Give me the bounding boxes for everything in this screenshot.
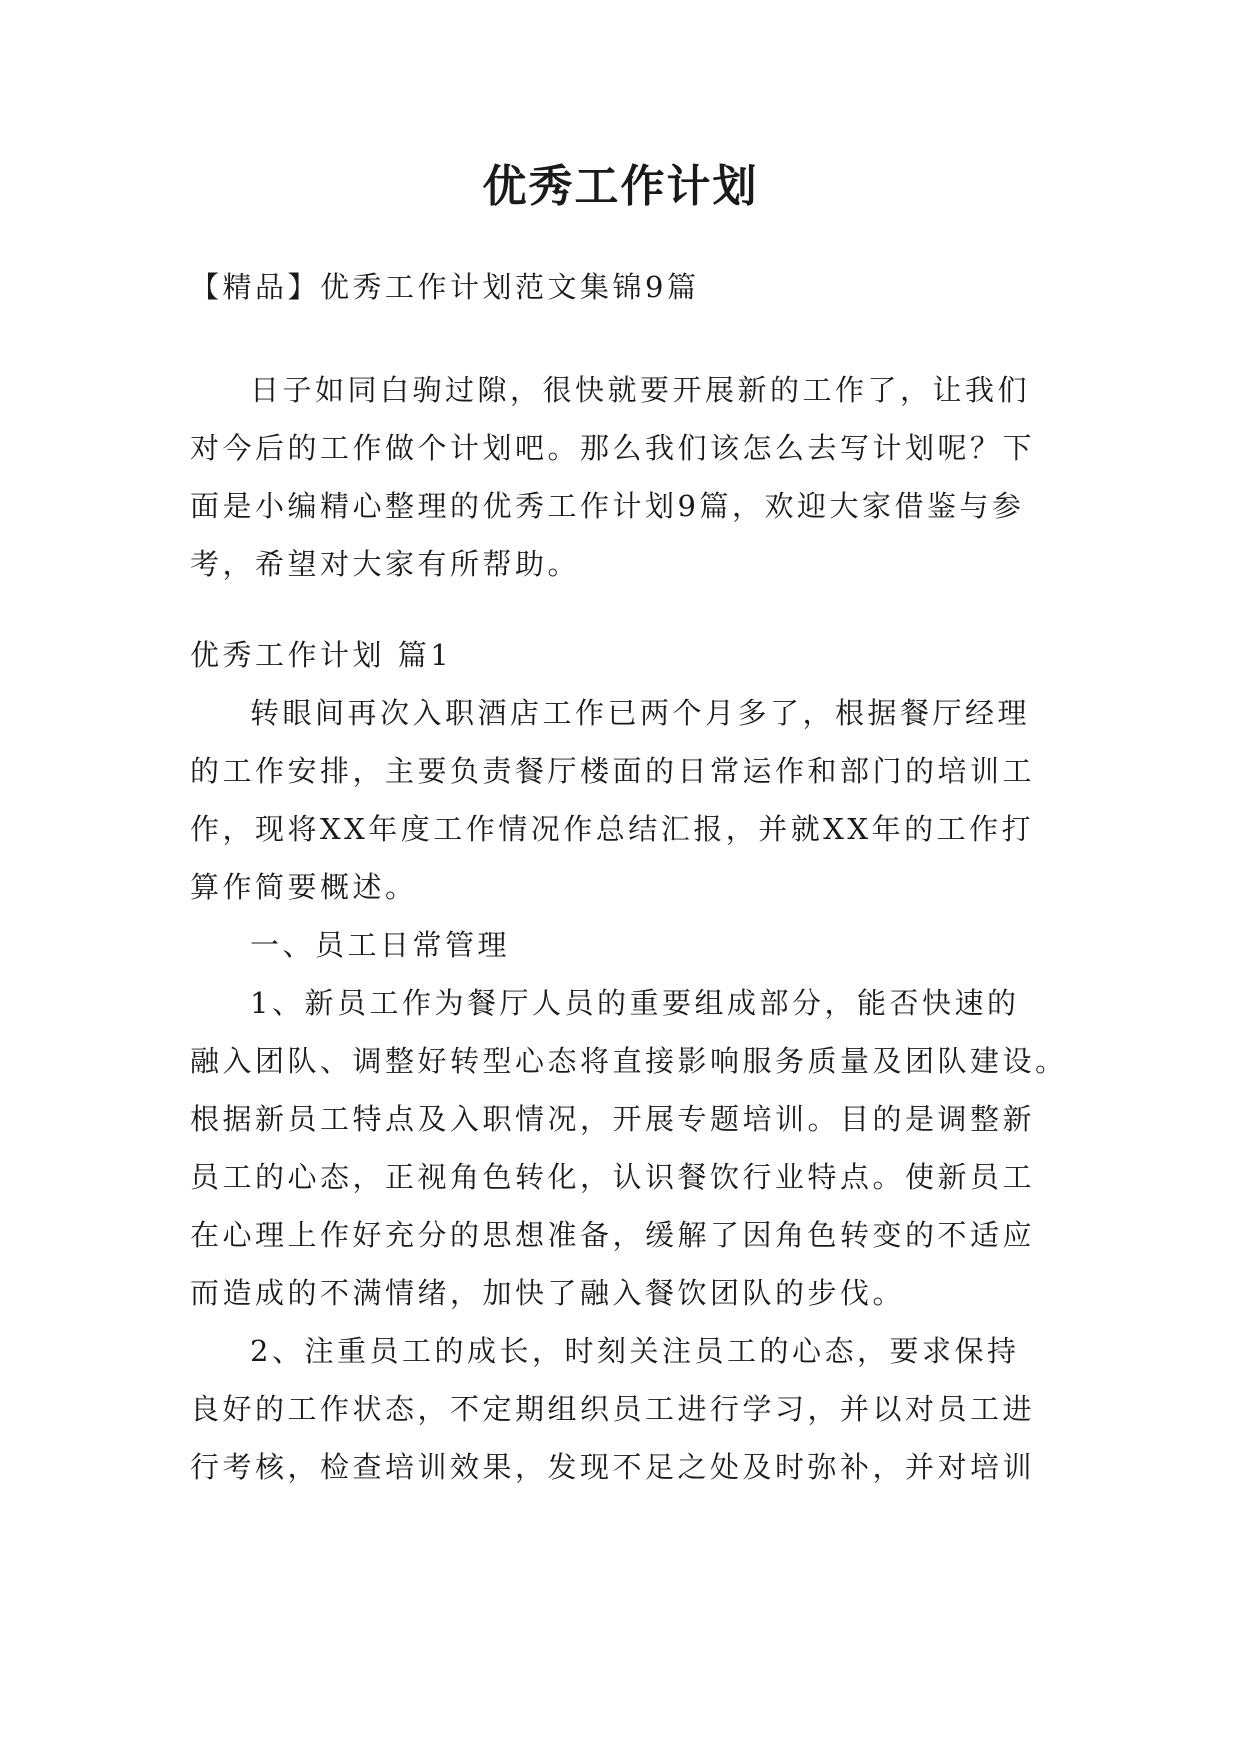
body-line: 转眼间再次入职酒店工作已两个月多了，根据餐厅经理 bbox=[250, 696, 1031, 730]
body-line: 1、新员工作为餐厅人员的重要组成部分，能否快速的 bbox=[250, 986, 1020, 1020]
document-title: 优秀工作计划 bbox=[482, 161, 759, 212]
body-line: 算作简要概述。 bbox=[190, 870, 418, 904]
body-line: 融入团队、调整好转型心态将直接影响服务质量及团队建设。 bbox=[190, 1044, 1068, 1078]
intro-line: 面是小编精心整理的优秀工作计划9篇，欢迎大家借鉴与参 bbox=[190, 489, 1025, 523]
body-line: 员工的心态，正视角色转化，认识餐饮行业特点。使新员工 bbox=[190, 1160, 1036, 1194]
intro-line: 考，希望对大家有所帮助。 bbox=[190, 547, 581, 581]
body-line: 而造成的不满情绪，加快了融入餐饮团队的步伐。 bbox=[190, 1276, 906, 1310]
intro-line: 日子如同白驹过隙，很快就要开展新的工作了，让我们 bbox=[250, 373, 1031, 407]
intro-line: 对今后的工作做个计划吧。那么我们该怎么去写计划呢？下 bbox=[190, 431, 1036, 465]
body-line: 的工作安排，主要负责餐厅楼面的日常运作和部门的培训工 bbox=[190, 754, 1036, 788]
document-subtitle: 【精品】优秀工作计划范文集锦9篇 bbox=[190, 270, 700, 304]
body-line: 2、注重员工的成长，时刻关注员工的心态，要求保持 bbox=[250, 1334, 1020, 1368]
body-line: 行考核，检查培训效果，发现不足之处及时弥补，并对培训 bbox=[190, 1450, 1036, 1484]
section-heading: 优秀工作计划 篇1 bbox=[190, 638, 453, 672]
body-line: 根据新员工特点及入职情况，开展专题培训。目的是调整新 bbox=[190, 1102, 1036, 1136]
body-line: 良好的工作状态，不定期组织员工进行学习，并以对员工进 bbox=[190, 1392, 1036, 1426]
subsection-heading: 一、员工日常管理 bbox=[250, 928, 511, 962]
body-line: 作，现将XX年度工作情况作总结汇报，并就XX年的工作打 bbox=[190, 812, 1035, 846]
body-line: 在心理上作好充分的思想准备，缓解了因角色转变的不适应 bbox=[190, 1218, 1036, 1252]
